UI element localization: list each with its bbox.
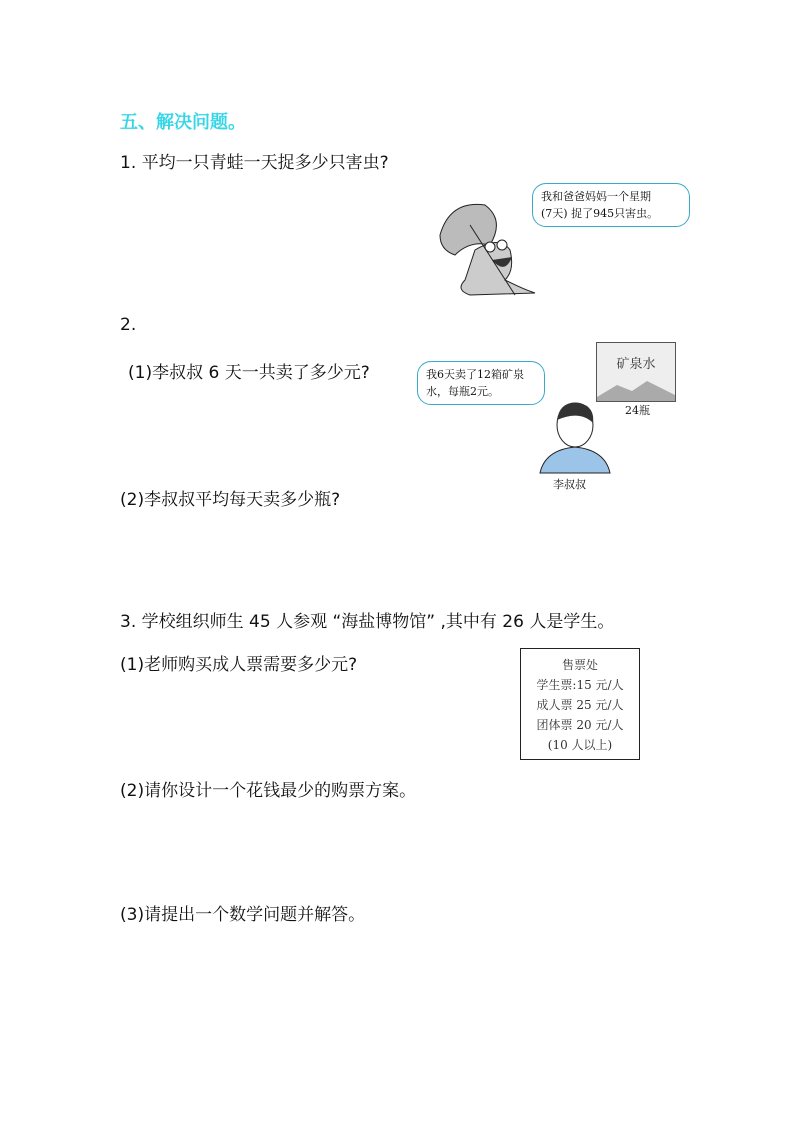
section-title: 五、解决问题。 [120,112,246,133]
uncle-speech-bubble [417,361,545,405]
uncle-illustration [535,395,615,475]
question-2-1: (1)李叔叔 6 天一共卖了多少元? [128,363,370,383]
question-3-3: (3)请提出一个数学问题并解答。 [120,905,366,925]
bubble-text: 水，每瓶2元。 [426,385,499,398]
question-1: 1. 平均一只青蛙一天捉多少只害虫? [120,153,389,173]
board-line: 学生票:15 元/人 [536,678,624,692]
ticket-price-board [520,648,640,760]
water-box-illustration [596,342,676,402]
bubble-text: (7天) 捉了945只害虫。 [541,207,659,220]
board-title: 售票处 [561,658,598,672]
board-line: 团体票 20 元/人 [536,718,624,732]
frog-speech-bubble [532,183,690,227]
bubble-text: 我6天卖了12箱矿泉 [426,368,524,381]
bubble-text: 我和爸爸妈妈一个星期 [541,190,651,203]
question-3-1: (1)老师购买成人票需要多少元? [120,655,358,675]
box-caption: 24瓶 [625,404,650,417]
question-2-number: 2. [120,315,137,335]
board-line: (10 人以上) [547,738,613,752]
question-3: 3. 学校组织师生 45 人参观 “海盐博物馆” ,其中有 26 人是学生。 [120,612,615,632]
box-label: 矿泉水 [616,357,656,372]
question-2-2: (2)李叔叔平均每天卖多少瓶? [120,490,341,510]
frog-illustration [430,195,545,300]
question-3-2: (2)请你设计一个花钱最少的购票方案。 [120,781,417,801]
person-caption: 李叔叔 [553,478,586,491]
board-line: 成人票 25 元/人 [536,698,624,712]
